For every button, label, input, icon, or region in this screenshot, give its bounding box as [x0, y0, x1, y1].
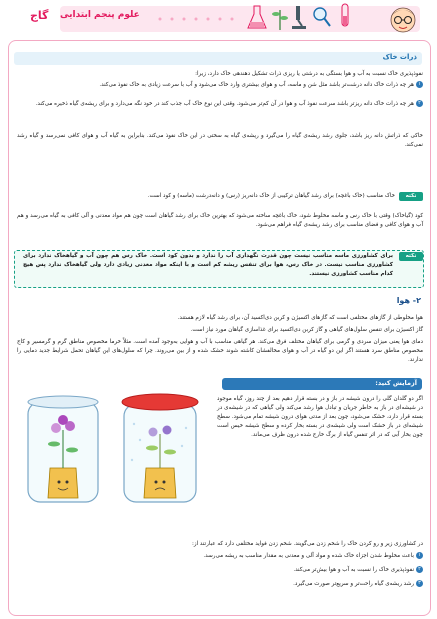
science-icons-strip: [246, 0, 366, 34]
tip-tag: نکته: [399, 252, 423, 261]
plowing-lead: در کشاورزی زیر و رو کردن خاک را شخم زدن می‌گویند. شخم زدن فواید مختلفی دارد که عبارتند از:: [192, 541, 423, 547]
plowing-point-3: رشد ریشه‌ی گیاه راحت‌تر و سریع‌تر صورت می‌گیرد.: [293, 581, 414, 587]
number-badge: ۲: [416, 100, 423, 107]
experiment-paragraph: اگر دو گلدان گلی را درون شیشه در باز و در بسته قرار دهیم بعد از چند روز، گیاه موجود در شیشه‌ای در باز به خاطر جریان و تبادل هوا رشد می‌کند ولی گیاهی که در شیشه‌ی در بسته قرار دارد، خشک می‌شود، چون بعد از مدتی هوای درون شیشه تمام می‌شود. سطح شیشه‌ای در باز خشک است ولی شیشه‌ی در بسته بخار کرده و سطح شیشه خیس است چون بخار آبی که در اثر تنفس گیاه از برگ خارج شده درون ظرف می‌ماند.: [217, 396, 423, 438]
number-badge: ۳: [416, 580, 423, 587]
testtube-icon: [342, 4, 348, 26]
brand-logo: گاج: [30, 9, 49, 22]
jar-experiment-illustration: [20, 380, 210, 510]
tip-tag: نکته: [399, 192, 423, 201]
plowing-point-2: نفوذپذیری خاک را نسبت به آب و هوا بیش‌تر می‌کند.: [293, 567, 414, 573]
section-heading-air: ۲- هوا: [396, 296, 421, 305]
soil-point-1: هر چه ذرات خاک دانه درشت‌تر باشد مثل شن و ماسه، آب و هوای بیشتری وارد خاک می‌شود و آب با سرعت زیادی به خاک نفوذ می‌کند.: [99, 82, 414, 88]
closed-jar-icon: [122, 394, 198, 502]
section-banner-soil: [14, 52, 422, 65]
plowing-point-1: باعث مخلوط شدن اجزاء خاک شده و مواد آلی و معدنی به مقدار مناسب به ریشه می‌رسد.: [203, 553, 414, 559]
soil-intro: نفوذپذیری خاک نسبت به آب و هوا بستگی به درشتی یا ریزی ذرات تشکیل دهندهی خاک دارد، زیرا:: [195, 71, 423, 77]
experiment-title: آزمایش کنید:: [375, 379, 417, 387]
plant-icon: [272, 10, 288, 30]
list-item: [17, 580, 423, 589]
mascot-boy-icon: [380, 2, 426, 38]
page-header: [0, 0, 437, 40]
soil-extra: خاکی که ذراتش دانه ریز باشد، جلوی رشد ریشه‌ی گیاه را می‌گیرد و ریشه‌ی گیاه به سختی در این خاک نفوذ می‌کند. بنابراین به گیاه آب و هوای کافی نمی‌رسد و گیاه رشد نمی‌کند.: [17, 133, 423, 148]
book-title: علوم پنجم ابتدایی: [60, 10, 140, 20]
flask-icon: [248, 6, 266, 28]
air-paragraph-2: گاز اکسیژن برای تنفس سلول‌های گیاهی و گاز کربن دی‌اکسید برای غذاسازی گیاهان مورد نیاز است.: [190, 327, 423, 333]
air-paragraph-1: هوا مخلوطی از گازهای مختلفی است که گازهای اکسیژن و کربن دی‌اکسید آن، برای رشد گیاه لازم هستند.: [177, 315, 423, 321]
number-badge: ۱: [416, 81, 423, 88]
air-paragraph-3: دمای هوا یعنی میزان سردی و گرمی برای گیاهان مختلف فرق می‌کند. هر گیاهی مناسب با آب و هوایی به‌وجود آمده است. مثلاً خرما مخصوص مناطق گرم و گرمسیر و کاج مخصوص مناطق سرد هستند اگر این دو گیاه در آب و هوای مخالفشان کاشته شوند خشک شده و از بین می‌روند. چرا که سلول‌های این گیاهان تحمل شرایط جدید دمایی را ندارند.: [17, 339, 423, 363]
number-badge: ۲: [416, 566, 423, 573]
microscope-icon: [292, 6, 306, 29]
list-item: [17, 566, 423, 575]
open-jar-icon: [28, 396, 98, 502]
compost-paragraph: کود (گیاخاک) وقتی با خاک رس و ماسه مخلوط شود، خاک باغچه ساخته می‌شود که بهترین خاک برای رشد گیاهان است چون هم مواد معدنی و آلی کافی به گیاه می‌رسد و هم آب و هوای کافی و فضای مناسب برای رشد ریشه‌ی گیاه فراهم می‌شود.: [17, 213, 423, 228]
tip-text-garden-soil: خاک مناسب (خاک باغچه) برای رشد گیاهان ترکیبی از خاک دانه‌ریز (رس) و دانه‌درشت (ماسه) و کود است.: [147, 193, 395, 199]
section-title-soil-particles: ذرات خاک: [382, 53, 417, 61]
list-item: [17, 552, 423, 561]
number-badge: ۱: [416, 552, 423, 559]
magnifier-icon: [314, 8, 330, 26]
tip-text-farming-soil: برای کشاورزی ماسه مناسب نیست چون قدرت نگهداری آب را ندارد و بدون کود است. خاک رس هم چون آب و گیاهخاک ندارد برای کشاورزی مناسب نیست. در خاک رس، هوا برای تنفس ریشه کم است و با اینکه مواد معدنی زیادی دارد ولی گیاهخاک ندارد پس هیچ کدام مناسب کشاورزی نیستند.: [23, 253, 393, 277]
list-item: [17, 100, 423, 109]
list-item: [17, 81, 423, 90]
soil-point-2: هر چه ذرات خاک دانه ریزتر باشد سرعت نفوذ آب و هوا در آن کم‌تر می‌شود. وقتی این نوع خاک آب جذب کند در خود نگه می‌دارد و برای ریشه‌ی گیاه ذخیره می‌کند.: [35, 101, 414, 107]
